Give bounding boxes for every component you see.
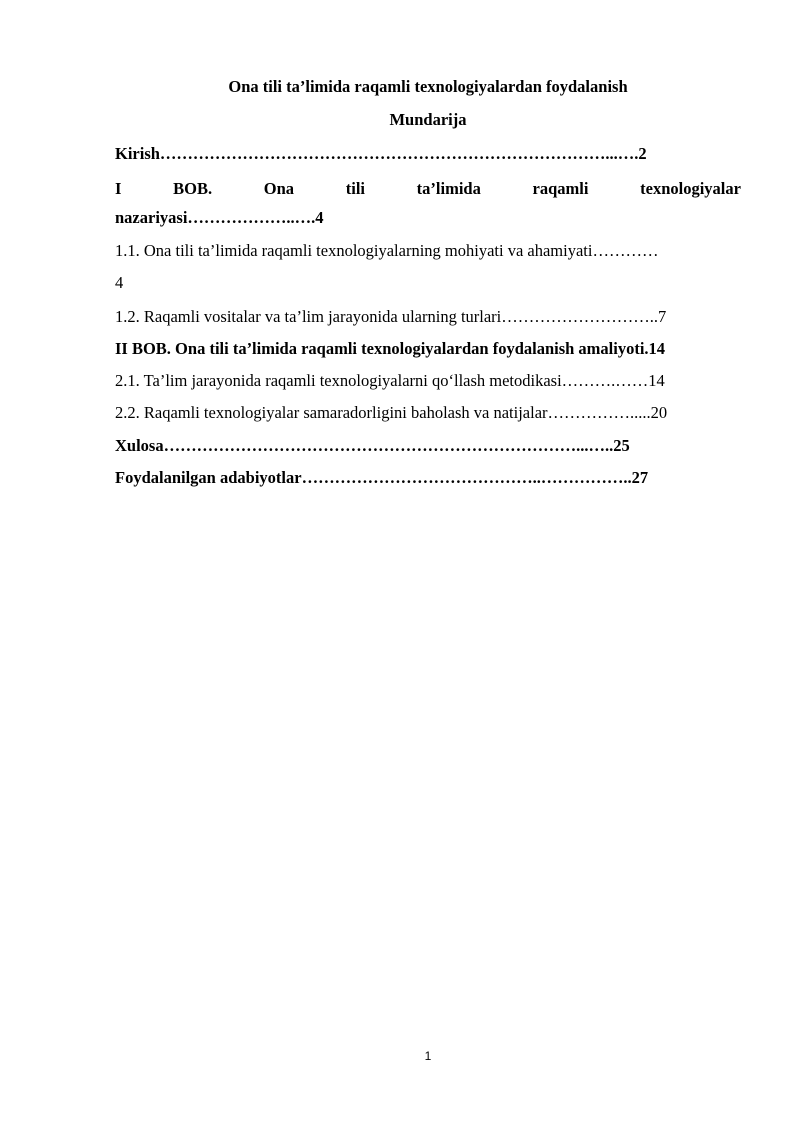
toc-word: tili [345, 179, 365, 198]
toc-word: ta’limida [416, 179, 481, 198]
toc-entry-bob2: II BOB. Ona tili ta’limida raqamli texnologiyalardan foydalanish amaliyoti.14 [115, 339, 666, 358]
toc-entry-adabiyotlar: Foydalanilgan adabiyotlar……………………………………..……………..27 [115, 468, 649, 487]
toc-entry-xulosa: Xulosa…………………………………………………………………...…..25 [115, 436, 630, 455]
page-number: 1 [424, 1049, 432, 1063]
toc-entry-1-1-line1: 1.1. Ona tili ta’limida raqamli texnologiyalarning mohiyati va ahamiyati………… [115, 241, 659, 260]
toc-entry-1-1-line2: 4 [115, 273, 124, 292]
document-page [115, 0, 741, 1131]
toc-entry-2-2: 2.2. Raqamli texnologiyalar samaradorligini baholash va natijalar…………….....20 [115, 403, 668, 422]
toc-word: I [115, 179, 122, 198]
toc-heading: Mundarija [389, 110, 467, 129]
toc-word: raqamli [532, 179, 589, 198]
document-title: Ona tili ta’limida raqamli texnologiyalardan foydalanish [228, 77, 628, 96]
toc-word: texnologiyalar [640, 179, 741, 198]
toc-word: Ona [263, 179, 295, 198]
toc-entry-kirish: Kirish………………………………………………………………………...….2 [115, 144, 647, 163]
toc-entry-1-2: 1.2. Raqamli vositalar va ta’lim jarayonida ularning turlari………………………..7 [115, 307, 667, 326]
toc-entry-bob1-line2: nazariyasi………………..….4 [115, 208, 324, 227]
toc-entry-2-1: 2.1. Ta’lim jarayonida raqamli texnologiyalarni qo‘llash metodikasi……….……14 [115, 371, 665, 390]
toc-word: BOB. [173, 179, 213, 198]
toc-entry-bob1-line1 [115, 178, 741, 200]
